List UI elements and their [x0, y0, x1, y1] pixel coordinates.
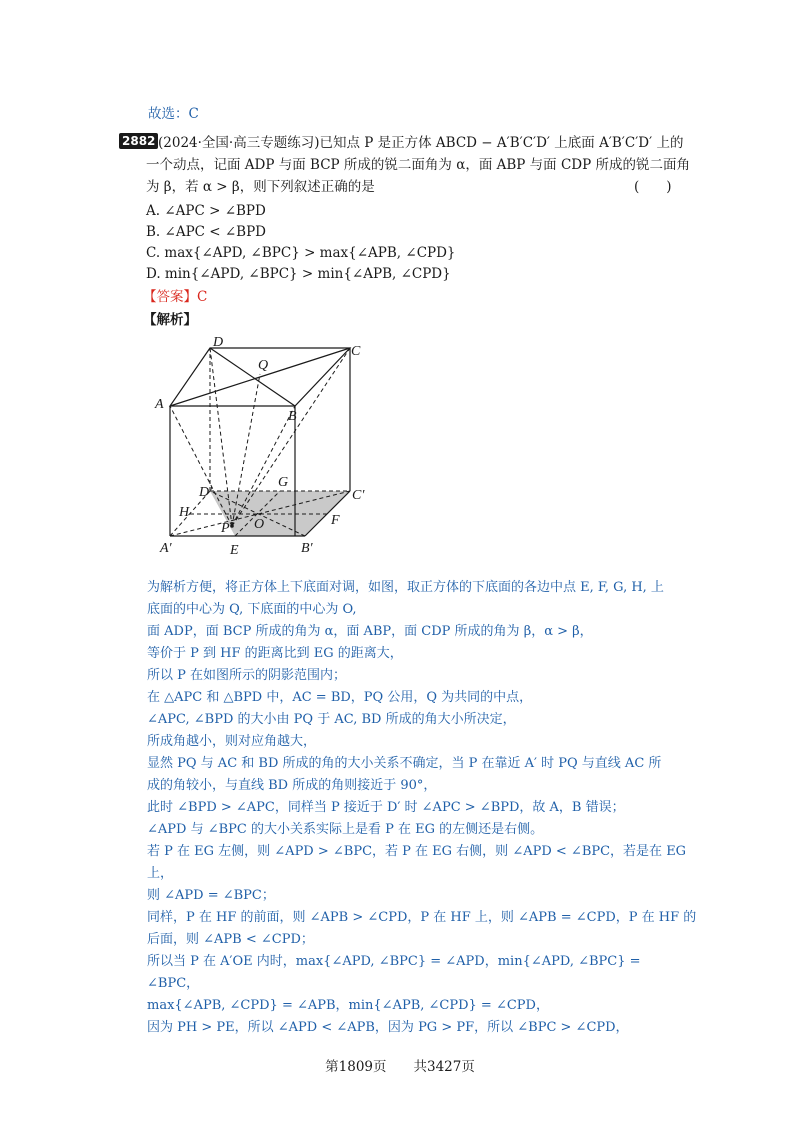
question-stem-line-1: (2024·全国·高三专题练习)已知点 P 是正方体 ABCD − A′B′C′D′ 上底面 A′B′C′D′ 上的 [158, 135, 684, 151]
analysis-line-20: max{∠APB, ∠CPD} = ∠APB，min{∠APB, ∠CPD} = ∠CPD， [147, 998, 549, 1013]
question-number-badge: 2882 [119, 133, 158, 149]
analysis-line-8: 所成角越小，则对应角越大， [147, 734, 317, 749]
label-d: D [213, 336, 224, 350]
label-bp: B′ [301, 541, 313, 556]
analysis-line-5: 所以 P 在如图所示的阴影范围内； [147, 668, 347, 683]
analysis-line-18: 所以当 P 在 A′OE 内时，max{∠APD, ∠BPC} = ∠APD，min{∠APD, ∠BPC} = [147, 954, 641, 969]
question-stem-line-2: 一个动点，记面 ADP 与面 BCP 所成的锐二面角为 α，面 ABP 与面 CDP 所成的锐二面角 [146, 157, 690, 173]
label-ap: A′ [160, 541, 172, 556]
analysis-line-13: 若 P 在 EG 左侧，则 ∠APD > ∠BPC，若 P 在 EG 右侧，则 ∠APD < ∠BPC，若是在 EG [147, 844, 687, 859]
label-b: B [288, 409, 297, 424]
label-p: P [221, 521, 230, 536]
analysis-line-17: 后面，则 ∠APB < ∠CPD； [147, 932, 314, 947]
analysis-line-3: 面 ADP，面 BCP 所成的角为 α，面 ABP，面 CDP 所成的角为 β，α > β， [147, 624, 593, 639]
analysis-line-1: 为解析方便，将正方体上下底面对调，如图，取正方体的下底面的各边中点 E, F, G, H, 上 [147, 580, 664, 595]
analysis-line-10: 成的角较小，与直线 BD 所成的角则接近于 90°， [147, 778, 437, 793]
label-f: F [331, 513, 340, 528]
analysis-line-4: 等价于 P 到 HF 的距离比到 EG 的距离大， [147, 646, 403, 661]
analysis-line-16: 同样，P 在 HF 的前面，则 ∠APB > ∠CPD，P 在 HF 上，则 ∠APB = ∠CPD，P 在 HF 的 [147, 910, 697, 925]
page-footer: 第1809页 共3427页 [325, 1059, 475, 1075]
analysis-line-14: 上， [147, 866, 174, 881]
analysis-line-2: 底面的中心为 Q, 下底面的中心为 O, [147, 602, 357, 617]
analysis-line-15: 则 ∠APD = ∠BPC； [147, 888, 275, 903]
cube-figure [150, 336, 390, 562]
label-o: O [254, 517, 265, 532]
label-g: G [278, 475, 289, 490]
diag-b-d [210, 348, 295, 406]
shaded-region [210, 491, 350, 536]
point-p [230, 524, 234, 528]
label-q: Q [258, 358, 269, 373]
label-h: H [179, 505, 190, 520]
answer-tag: 【答案】 [143, 289, 197, 305]
previous-answer: 故选：C [148, 106, 199, 122]
label-dp: D′ [199, 485, 213, 500]
label-e: E [230, 543, 239, 558]
analysis-line-9: 显然 PQ 与 AC 和 BD 所成的角的大小关系不确定，当 P 在靠近 A′ 时 PQ 与直线 AC 所 [147, 756, 662, 771]
answer-line [143, 287, 207, 307]
analysis-tag: 【解析】 [143, 312, 197, 328]
option-a: A. ∠APC > ∠BPD [146, 203, 266, 219]
analysis-line-21: 因为 PH > PE，所以 ∠APD < ∠APB，因为 PG > PF，所以 ∠BPC > ∠CPD， [147, 1020, 629, 1035]
label-c: C [351, 344, 361, 359]
answer-parentheses: ( ) [634, 179, 672, 195]
option-d: D. min{∠APD, ∠BPC} > min{∠APB, ∠CPD} [146, 266, 451, 282]
option-b: B. ∠APC < ∠BPD [146, 224, 267, 240]
label-cp: C′ [352, 488, 365, 503]
option-c: C. max{∠APD, ∠BPC} > max{∠APB, ∠CPD} [146, 245, 456, 261]
analysis-line-19: ∠BPC， [147, 976, 200, 991]
question-stem-line-3: 为 β，若 α > β，则下列叙述正确的是 [146, 179, 375, 195]
analysis-line-12: ∠APD 与 ∠BPC 的大小关系实际上是看 P 在 EG 的左侧还是右侧。 [147, 822, 544, 837]
analysis-line-7: ∠APC, ∠BPD 的大小由 PQ 于 AC, BD 所成的角大小所决定， [147, 712, 516, 727]
label-a: A [155, 397, 164, 412]
answer-value: C [197, 289, 208, 305]
analysis-line-6: 在 △APC 和 △BPD 中，AC = BD，PQ 公用，Q 为共同的中点， [147, 690, 533, 705]
analysis-line-11: 此时 ∠BPD > ∠APC，同样当 P 接近于 D′ 时 ∠APC > ∠BPD，故 A，B 错误； [147, 800, 625, 815]
